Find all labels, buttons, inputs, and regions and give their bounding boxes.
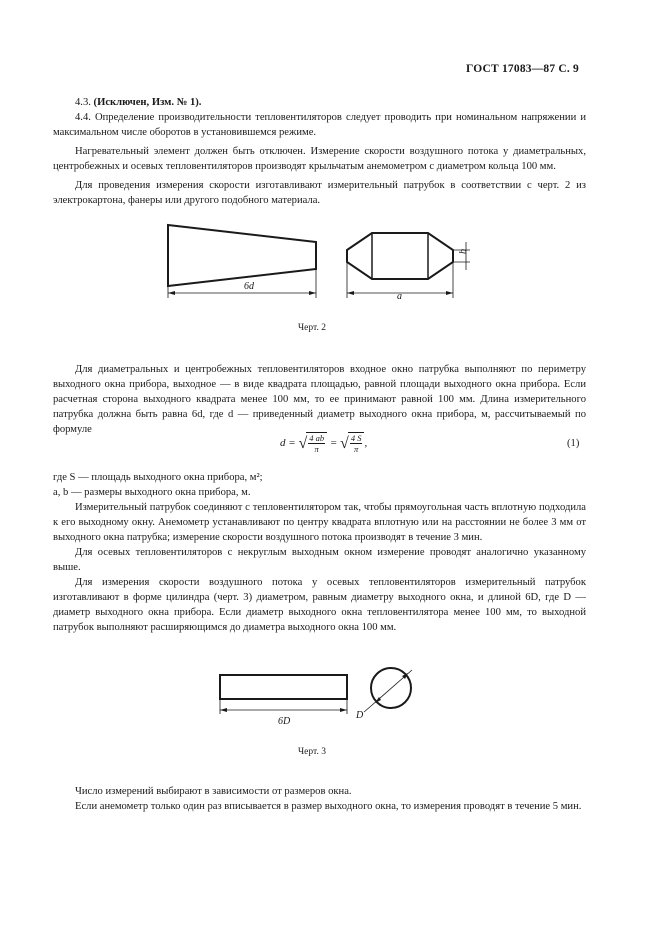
formula-den-1: π: [314, 444, 319, 454]
formula-tail: ,: [364, 437, 368, 450]
heater-paragraph: Нагревательный элемент должен быть отключен. Измерение скорости воздушного потока у диаметральных, центробежных и осевых тепловентиляторов производят крыльчатым анемометром с диаметром кольца 100 мм.: [53, 146, 586, 172]
dimension-D-label: D: [356, 710, 364, 721]
axial-cylinder-paragraph: Для измерения скорости воздушного потока у осевых тепловентиляторов измерительный патрубок изготавливают в форме цилиндра (черт. 3) диаметром, равным диаметру выходного окна, и длиной 6D, где D — диаметр выходного окна прибора. Если диаметр выходного окна тепловентилятора менее 100 мм, то выходной патрубок выполняют расширяющимся до диаметра выходного окна 100 мм.: [53, 577, 586, 633]
figure-3-drawing: [0, 660, 661, 750]
dimension-a-label: a: [397, 291, 402, 302]
where-s: где S — площадь выходного окна прибора, м²;: [53, 472, 263, 483]
sqrt-sign-2: √: [340, 435, 349, 452]
dimension-b-label: b: [458, 249, 469, 254]
nozzle-front-view: [347, 233, 470, 298]
formula-number: (1): [567, 438, 580, 449]
nozzle-paragraph: Для проведения измерения скорости изготавливают измерительный патрубок в соответствии с черт. 2 из электрокартона, фанеры или другого подобного материала.: [53, 180, 586, 206]
formula-den-2: π: [353, 444, 359, 454]
formula-num-1: 4 ab: [309, 433, 325, 443]
cylinder-front-view: [364, 668, 412, 712]
connect-paragraph: Измерительный патрубок соединяют с тепловентилятором так, чтобы прямоугольная часть вплотную подходила к его выходному окну. Анемометр устанавливают по центру квадрата вплотную или на расстоянии не более 3 мм от выходного окна патрубка; измерение скорости воздушного потока производят в течение 3 мин.: [53, 502, 586, 543]
formula-num-2: 4 S: [350, 433, 362, 443]
section-where: [53, 470, 586, 635]
dimension-6D-label: 6D: [278, 716, 291, 727]
item-4-3: [53, 95, 586, 110]
axial-paragraph: Для осевых тепловентиляторов с некруглым выходным окном измерение проводят аналогично указанному выше.: [53, 547, 586, 573]
once-paragraph: Если анемометр только один раз вписывается в размер выходного окна, то измерения проводят в течение 5 мин.: [75, 801, 582, 812]
diametral-paragraph: Для диаметральных и центробежных тепловентиляторов входное окно патрубка выполняют по периметру выходного окна прибора, выходное — в виде квадрата площадью, равной площади выходного окна прибора. Если расчетная сторона выходного квадрата менее 100 мм, то ее принимают равной 100 мм. Длина измерительного патрубка должна быть равна 6d, где d — приведенный диаметр выходного окна прибора, м, рассчитываемый по формуле: [53, 364, 586, 435]
dimension-6d-label: 6d: [244, 281, 254, 292]
section-count: [53, 784, 586, 814]
cone-nozzle-side: [168, 225, 316, 298]
section-4-3-4-4: [53, 95, 586, 208]
formula-eq: =: [329, 437, 338, 450]
cylinder-nozzle-side: [220, 675, 347, 714]
page-header: ГОСТ 17083—87 С. 9: [466, 63, 579, 75]
item-4-3-number: 4.3.: [75, 97, 91, 108]
section-diametral: [53, 362, 586, 437]
where-ab: a, b — размеры выходного окна прибора, м.: [53, 487, 251, 498]
formula-lhs: d =: [280, 437, 296, 450]
count-paragraph: Число измерений выбирают в зависимости от размеров окна.: [75, 786, 352, 797]
formula-1: [280, 432, 367, 454]
item-4-4: 4.4. Определение производительности тепловентиляторов следует проводить при номинальном напряжении и максимальном числе оборотов в установившемся режиме.: [53, 112, 586, 138]
item-4-3-status: (Исключен, Изм. № 1).: [93, 97, 202, 108]
figure-3-caption: Черт. 3: [298, 747, 326, 757]
figure-2-drawing: [0, 220, 661, 310]
sqrt-sign-1: √: [298, 435, 308, 452]
figure-2-caption: Черт. 2: [298, 323, 326, 333]
